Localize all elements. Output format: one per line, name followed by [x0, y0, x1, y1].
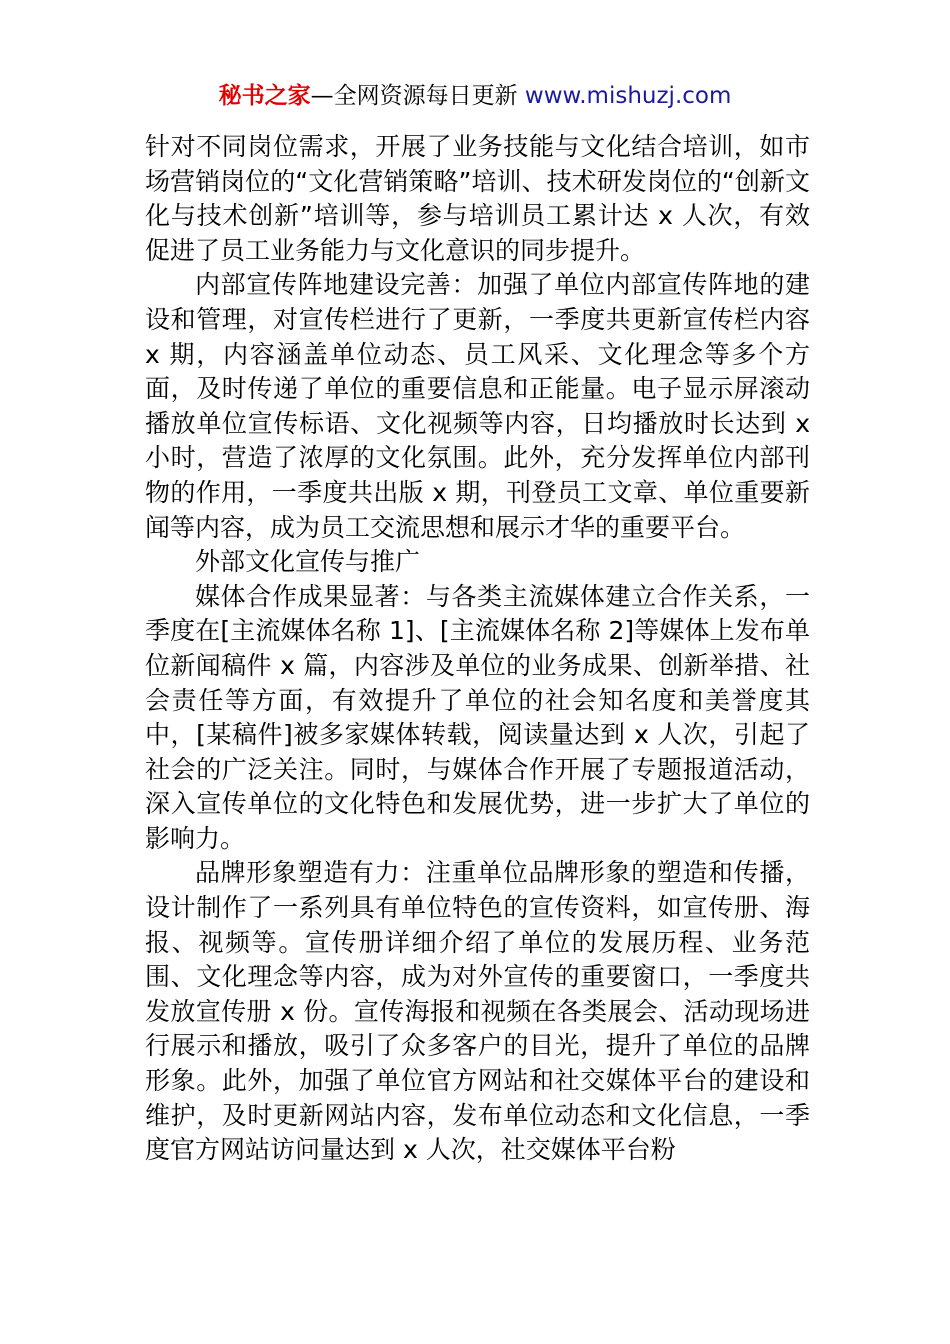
paragraph-training: 针对不同岗位需求，开展了业务技能与文化结合培训，如市场营销岗位的“文化营销策略”培训、技术研发岗位的“创新文化与技术创新”培训等，参与培训员工累计达 x 人次，有效促进了员工业务能力与文化意识的同步提升。: [145, 132, 810, 265]
brand-name: 秘书之家: [218, 83, 311, 109]
header-tagline: —全网资源每日更新: [310, 83, 525, 109]
paragraph-internal-publicity: 内部宣传阵地建设完善：加强了单位内部宣传阵地的建设和管理，对宣传栏进行了更新，一季度共更新宣传栏内容 x 期，内容涵盖单位动态、员工风采、文化理念等多个方面，及时传递了单位的重要信息和正能量。电子显示屏滚动播放单位宣传标语、文化视频等内容，日均播放时长达到 x 小时，营造了浓厚的文化氛围。此外，充分发挥单位内部刊物的作用，一季度共出版 x 期，刊登员工文章、单位重要新闻等内容，成为员工交流思想和展示才华的重要平台。: [145, 270, 810, 542]
page-header: [0, 80, 950, 112]
website-link[interactable]: www.mishuzj.com: [524, 83, 732, 109]
paragraph-brand-image: 品牌形象塑造有力：注重单位品牌形象的塑造和传播，设计制作了一系列具有单位特色的宣传资料，如宣传册、海报、视频等。宣传册详细介绍了单位的发展历程、业务范围、文化理念等内容，成为对外宣传的重要窗口，一季度共发放宣传册 x 份。宣传海报和视频在各类展会、活动现场进行展示和播放，吸引了众多客户的目光，提升了单位的品牌形象。此外，加强了单位官方网站和社交媒体平台的建设和维护，及时更新网站内容，发布单位动态和文化信息，一季度官方网站访问量达到 x 人次，社交媒体平台粉: [145, 858, 810, 1165]
paragraph-media-cooperation: 媒体合作成果显著：与各类主流媒体建立合作关系，一季度在[主流媒体名称 1]、[主流媒体名称 2]等媒体上发布单位新闻稿件 x 篇，内容涉及单位的业务成果、创新举措、社会责任等方面，有效提升了单位的社会知名度和美誉度其中，[某稿件]被多家媒体转载，阅读量达到 x 人次，引起了社会的广泛关注。同时，与媒体合作开展了专题报道活动，深入宣传单位的文化特色和发展优势，进一步扩大了单位的影响力。: [145, 581, 810, 853]
section-heading-external-publicity: 外部文化宣传与推广: [195, 547, 421, 577]
document-body: [145, 130, 810, 1168]
